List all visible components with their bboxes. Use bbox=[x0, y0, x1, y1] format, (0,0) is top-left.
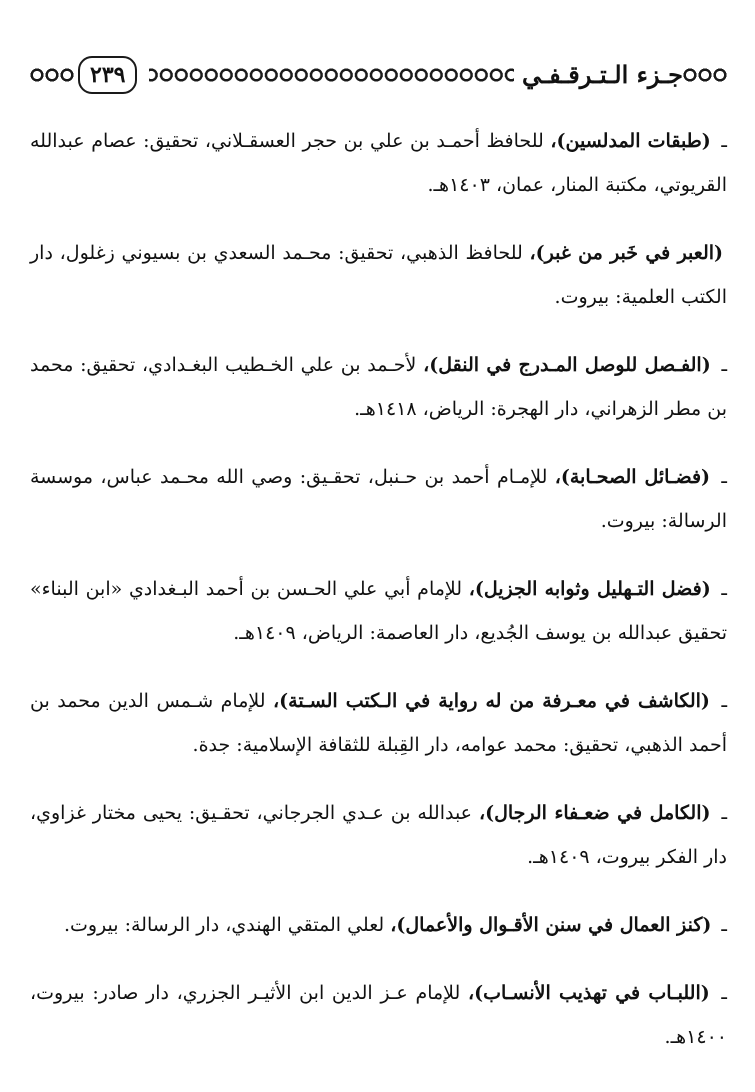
bibliography-entry bbox=[30, 903, 727, 947]
bibliography-list bbox=[30, 119, 727, 1059]
entry-dash: ـ bbox=[721, 466, 727, 488]
bibliography-entry bbox=[30, 455, 727, 543]
entry-title: (الفـصل للوصل المـدرج في النقل)، bbox=[423, 354, 711, 376]
entry-title: (اللبـاب في تهذيب الأنسـاب)، bbox=[468, 982, 710, 1004]
entry-body: لأحـمد بن علي الخـطيب البغـدادي، تحقيق: محمد بن مطر الزهراني، دار الهجرة: الرياض، ١٤١٨هـ. bbox=[30, 354, 727, 420]
entry-body: للإمام أبي علي الحـسن بن أحمد البـغدادي «ابن البناء» تحقيق عبدالله بن يوسف الجُديع، دار العاصمة: الرياض، ١٤٠٩هـ. bbox=[30, 578, 727, 644]
entry-dash: ـ bbox=[721, 982, 727, 1004]
entry-body: عبدالله بن عـدي الجرجاني، تحقـيق: يحيى مختار غزاوي، دار الفكر بيروت، ١٤٠٩هـ. bbox=[30, 802, 727, 868]
entry-dash: ـ bbox=[721, 914, 727, 936]
bibliography-entry bbox=[30, 567, 727, 655]
entry-body: للإمام عـز الدين ابن الأثيـر الجزري، دار صادر: بيروت، ١٤٠٠هـ. bbox=[30, 982, 727, 1048]
entry-title: (الكامل في ضعـفاء الرجال)، bbox=[478, 802, 711, 824]
bibliography-entry bbox=[30, 343, 727, 431]
entry-dash: ـ bbox=[721, 354, 728, 376]
entry-body: للإمـام أحمد بن حـنبل، تحقـيق: وصي الله محـمد عباس، موسسة الرسالة: بيروت. bbox=[30, 466, 727, 532]
entry-title: (طبقات المدلسين)، bbox=[550, 130, 711, 152]
page-number: ٢٣٩ bbox=[78, 56, 137, 94]
entry-title: (الكاشف في معـرفة من له رواية في الـكتب السـتة)، bbox=[273, 690, 710, 712]
bibliography-entry bbox=[30, 679, 727, 767]
entry-body: لعلي المتقي الهندي، دار الرسالة: بيروت. bbox=[63, 914, 385, 936]
bibliography-entry bbox=[30, 971, 727, 1059]
running-title: جـزء الـتـرقـفـي bbox=[522, 60, 683, 89]
entry-title: (فضل التـهليل وثوابه الجزيل)، bbox=[468, 578, 711, 600]
entry-dash: ـ bbox=[721, 690, 728, 712]
bibliography-entry bbox=[30, 119, 727, 207]
entry-dash: ـ bbox=[721, 578, 727, 600]
entry-body: للحافظ أحمـد بن علي بن حجر العسقـلاني، تحقيق: عصام عبدالله القريوتي، مكتبة المنار، عمان، ١٤٠٣هـ. bbox=[30, 130, 727, 196]
entry-title: (كنز العمال في سنن الأقـوال والأعمال)، bbox=[390, 914, 712, 936]
entry-title: (فضـائل الصحـابة)، bbox=[554, 466, 711, 488]
entry-dash: ـ bbox=[721, 130, 727, 152]
bibliography-entry bbox=[30, 231, 727, 319]
entry-title: (العبر في خَبر من غبر)، bbox=[529, 242, 724, 264]
entry-dash: ـ bbox=[721, 802, 728, 824]
ornament-right bbox=[683, 64, 727, 86]
bibliography-entry bbox=[30, 791, 727, 879]
entry-body: للحافظ الذهبي، تحقيق: محـمد السعدي بن بسيوني زغلول، دار الكتب العلمية: بيروت. bbox=[30, 242, 727, 308]
entry-body: للإمام شـمس الدين محمد بن أحمد الذهبي، تحقيق: محمد عوامه، دار القِبلة للثقافة الإسلامية: جدة. bbox=[30, 690, 727, 756]
page-header bbox=[30, 50, 727, 100]
ornament-band bbox=[149, 64, 514, 86]
book-page bbox=[30, 50, 727, 1050]
ornament-left bbox=[30, 64, 74, 86]
